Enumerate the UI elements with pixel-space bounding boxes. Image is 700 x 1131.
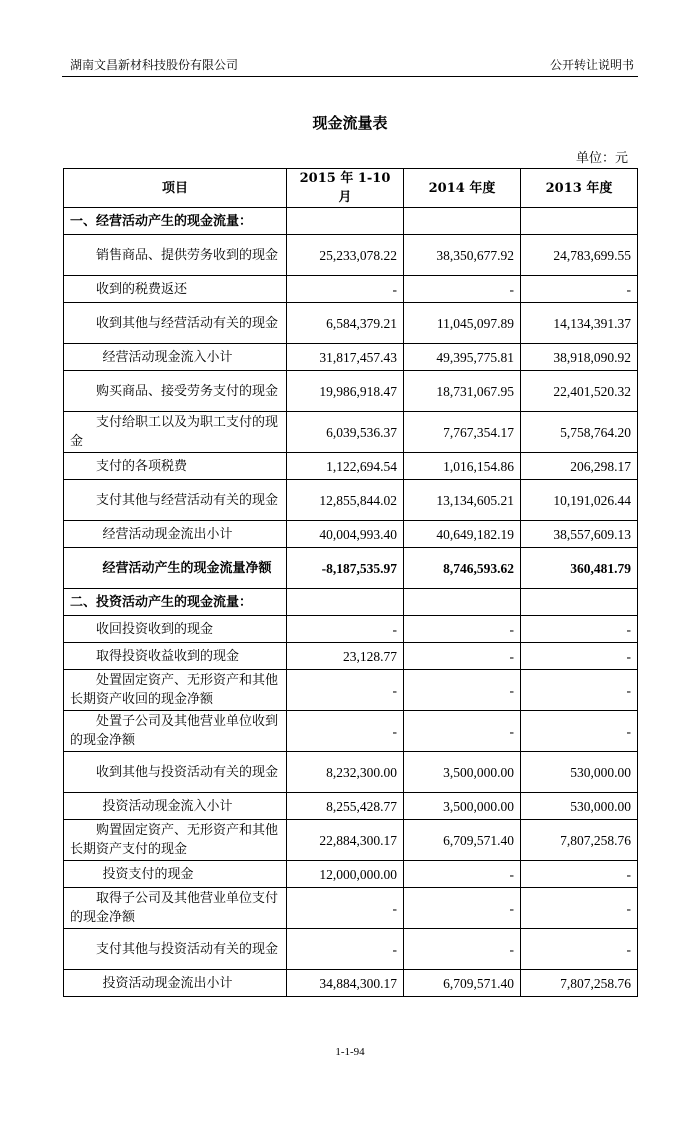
value-2015: 12,000,000.00: [287, 861, 404, 888]
table-row: [64, 453, 638, 480]
value-2014: 3,500,000.00: [404, 752, 521, 793]
page-number: 1-1-94: [335, 1046, 365, 1058]
value-2014: 8,746,593.62: [404, 548, 521, 589]
row-label: 一、经营活动产生的现金流量：: [64, 208, 287, 235]
value-2013: 24,783,699.55: [521, 235, 638, 276]
value-2013: -: [521, 643, 638, 670]
column-header-2014: 2014 年度: [404, 169, 521, 208]
column-header-2015: 2015 年 1-10 月: [287, 169, 404, 208]
row-label: 支付其他与投资活动有关的现金: [64, 929, 287, 970]
value-2013: 38,557,609.13: [521, 521, 638, 548]
column-header-item: 项目: [64, 169, 287, 208]
table-row: [64, 861, 638, 888]
value-2014: -: [404, 711, 521, 752]
value-2014: -: [404, 276, 521, 303]
row-label: 收到其他与经营活动有关的现金: [64, 303, 287, 344]
row-label: 支付给职工以及为职工支付的现金: [64, 412, 287, 453]
value-2013: 10,191,026.44: [521, 480, 638, 521]
table-row: [64, 616, 638, 643]
table-row: [64, 548, 638, 589]
table-row: [64, 344, 638, 371]
value-2014: -: [404, 616, 521, 643]
value-2015: -: [287, 888, 404, 929]
value-2015: 1,122,694.54: [287, 453, 404, 480]
table-row: [64, 371, 638, 412]
value-2015: 34,884,300.17: [287, 970, 404, 997]
value-2015: [287, 589, 404, 616]
value-2013: 14,134,391.37: [521, 303, 638, 344]
row-label: 经营活动现金流出小计: [64, 521, 287, 548]
value-2015: -: [287, 276, 404, 303]
value-2013: 7,807,258.76: [521, 820, 638, 861]
row-label: 支付其他与经营活动有关的现金: [64, 480, 287, 521]
value-2013: -: [521, 670, 638, 711]
row-label: 经营活动现金流入小计: [64, 344, 287, 371]
value-2015: 8,255,428.77: [287, 793, 404, 820]
value-2013: -: [521, 276, 638, 303]
row-label: 取得子公司及其他营业单位支付的现金净额: [64, 888, 287, 929]
table-header-row: [64, 169, 638, 208]
value-2013: 5,758,764.20: [521, 412, 638, 453]
value-2014: 13,134,605.21: [404, 480, 521, 521]
row-label: 销售商品、提供劳务收到的现金: [64, 235, 287, 276]
value-2015: 31,817,457.43: [287, 344, 404, 371]
value-2013: -: [521, 711, 638, 752]
value-2013: 530,000.00: [521, 752, 638, 793]
document-type: 公开转让说明书: [549, 58, 634, 72]
value-2014: 18,731,067.95: [404, 371, 521, 412]
table-row: [64, 235, 638, 276]
value-2014: 6,709,571.40: [404, 820, 521, 861]
value-2014: -: [404, 861, 521, 888]
value-2014: 49,395,775.81: [404, 344, 521, 371]
row-label: 投资活动现金流出小计: [64, 970, 287, 997]
value-2015: 25,233,078.22: [287, 235, 404, 276]
value-2014: [404, 589, 521, 616]
row-label: 收到其他与投资活动有关的现金: [64, 752, 287, 793]
value-2013: 360,481.79: [521, 548, 638, 589]
row-label: 购买商品、接受劳务支付的现金: [64, 371, 287, 412]
value-2014: -: [404, 888, 521, 929]
row-label: 支付的各项税费: [64, 453, 287, 480]
value-2015: -: [287, 616, 404, 643]
value-2014: 7,767,354.17: [404, 412, 521, 453]
value-2015: [287, 208, 404, 235]
column-header-2013: 2013 年度: [521, 169, 638, 208]
value-2013: 38,918,090.92: [521, 344, 638, 371]
table-row: [64, 820, 638, 861]
table-row: [64, 412, 638, 453]
value-2015: 23,128.77: [287, 643, 404, 670]
value-2014: 40,649,182.19: [404, 521, 521, 548]
row-label: 投资支付的现金: [64, 861, 287, 888]
value-2015: -: [287, 929, 404, 970]
row-label: 处置子公司及其他营业单位收到的现金净额: [64, 711, 287, 752]
value-2013: [521, 589, 638, 616]
value-2015: 19,986,918.47: [287, 371, 404, 412]
value-2015: -: [287, 711, 404, 752]
value-2015: -8,187,535.97: [287, 548, 404, 589]
table-row: [64, 929, 638, 970]
value-2014: -: [404, 929, 521, 970]
row-label: 投资活动现金流入小计: [64, 793, 287, 820]
unit-label: 单位：元: [575, 151, 628, 166]
value-2015: 40,004,993.40: [287, 521, 404, 548]
value-2015: 6,584,379.21: [287, 303, 404, 344]
value-2014: 1,016,154.86: [404, 453, 521, 480]
table-row: [64, 208, 638, 235]
value-2013: -: [521, 888, 638, 929]
row-label: 处置固定资产、无形资产和其他长期资产收回的现金净额: [64, 670, 287, 711]
table-row: [64, 589, 638, 616]
table-row: [64, 480, 638, 521]
row-label: 经营活动产生的现金流量净额: [64, 548, 287, 589]
value-2015: 12,855,844.02: [287, 480, 404, 521]
value-2014: -: [404, 670, 521, 711]
cash-flow-table: [63, 168, 638, 997]
table-row: [64, 711, 638, 752]
table-row: [64, 793, 638, 820]
table-row: [64, 521, 638, 548]
value-2014: -: [404, 643, 521, 670]
value-2014: 38,350,677.92: [404, 235, 521, 276]
value-2014: 11,045,097.89: [404, 303, 521, 344]
table-row: [64, 670, 638, 711]
value-2013: 7,807,258.76: [521, 970, 638, 997]
value-2013: -: [521, 929, 638, 970]
table-row: [64, 303, 638, 344]
table-body: [64, 208, 638, 997]
value-2013: 530,000.00: [521, 793, 638, 820]
table-title: 现金流量表: [312, 114, 388, 132]
value-2014: [404, 208, 521, 235]
table-row: [64, 643, 638, 670]
value-2013: [521, 208, 638, 235]
value-2013: 206,298.17: [521, 453, 638, 480]
row-label: 取得投资收益收到的现金: [64, 643, 287, 670]
row-label: 收到的税费返还: [64, 276, 287, 303]
row-label: 收回投资收到的现金: [64, 616, 287, 643]
value-2014: 3,500,000.00: [404, 793, 521, 820]
table-row: [64, 276, 638, 303]
row-label: 购置固定资产、无形资产和其他长期资产支付的现金: [64, 820, 287, 861]
value-2015: 22,884,300.17: [287, 820, 404, 861]
page-header: [62, 52, 638, 77]
value-2013: -: [521, 861, 638, 888]
row-label: 二、投资活动产生的现金流量：: [64, 589, 287, 616]
value-2014: 6,709,571.40: [404, 970, 521, 997]
table-row: [64, 752, 638, 793]
table-row: [64, 888, 638, 929]
value-2013: 22,401,520.32: [521, 371, 638, 412]
value-2015: -: [287, 670, 404, 711]
value-2015: 8,232,300.00: [287, 752, 404, 793]
company-name: 湖南文昌新材科技股份有限公司: [70, 58, 239, 72]
value-2015: 6,039,536.37: [287, 412, 404, 453]
value-2013: -: [521, 616, 638, 643]
table-row: [64, 970, 638, 997]
